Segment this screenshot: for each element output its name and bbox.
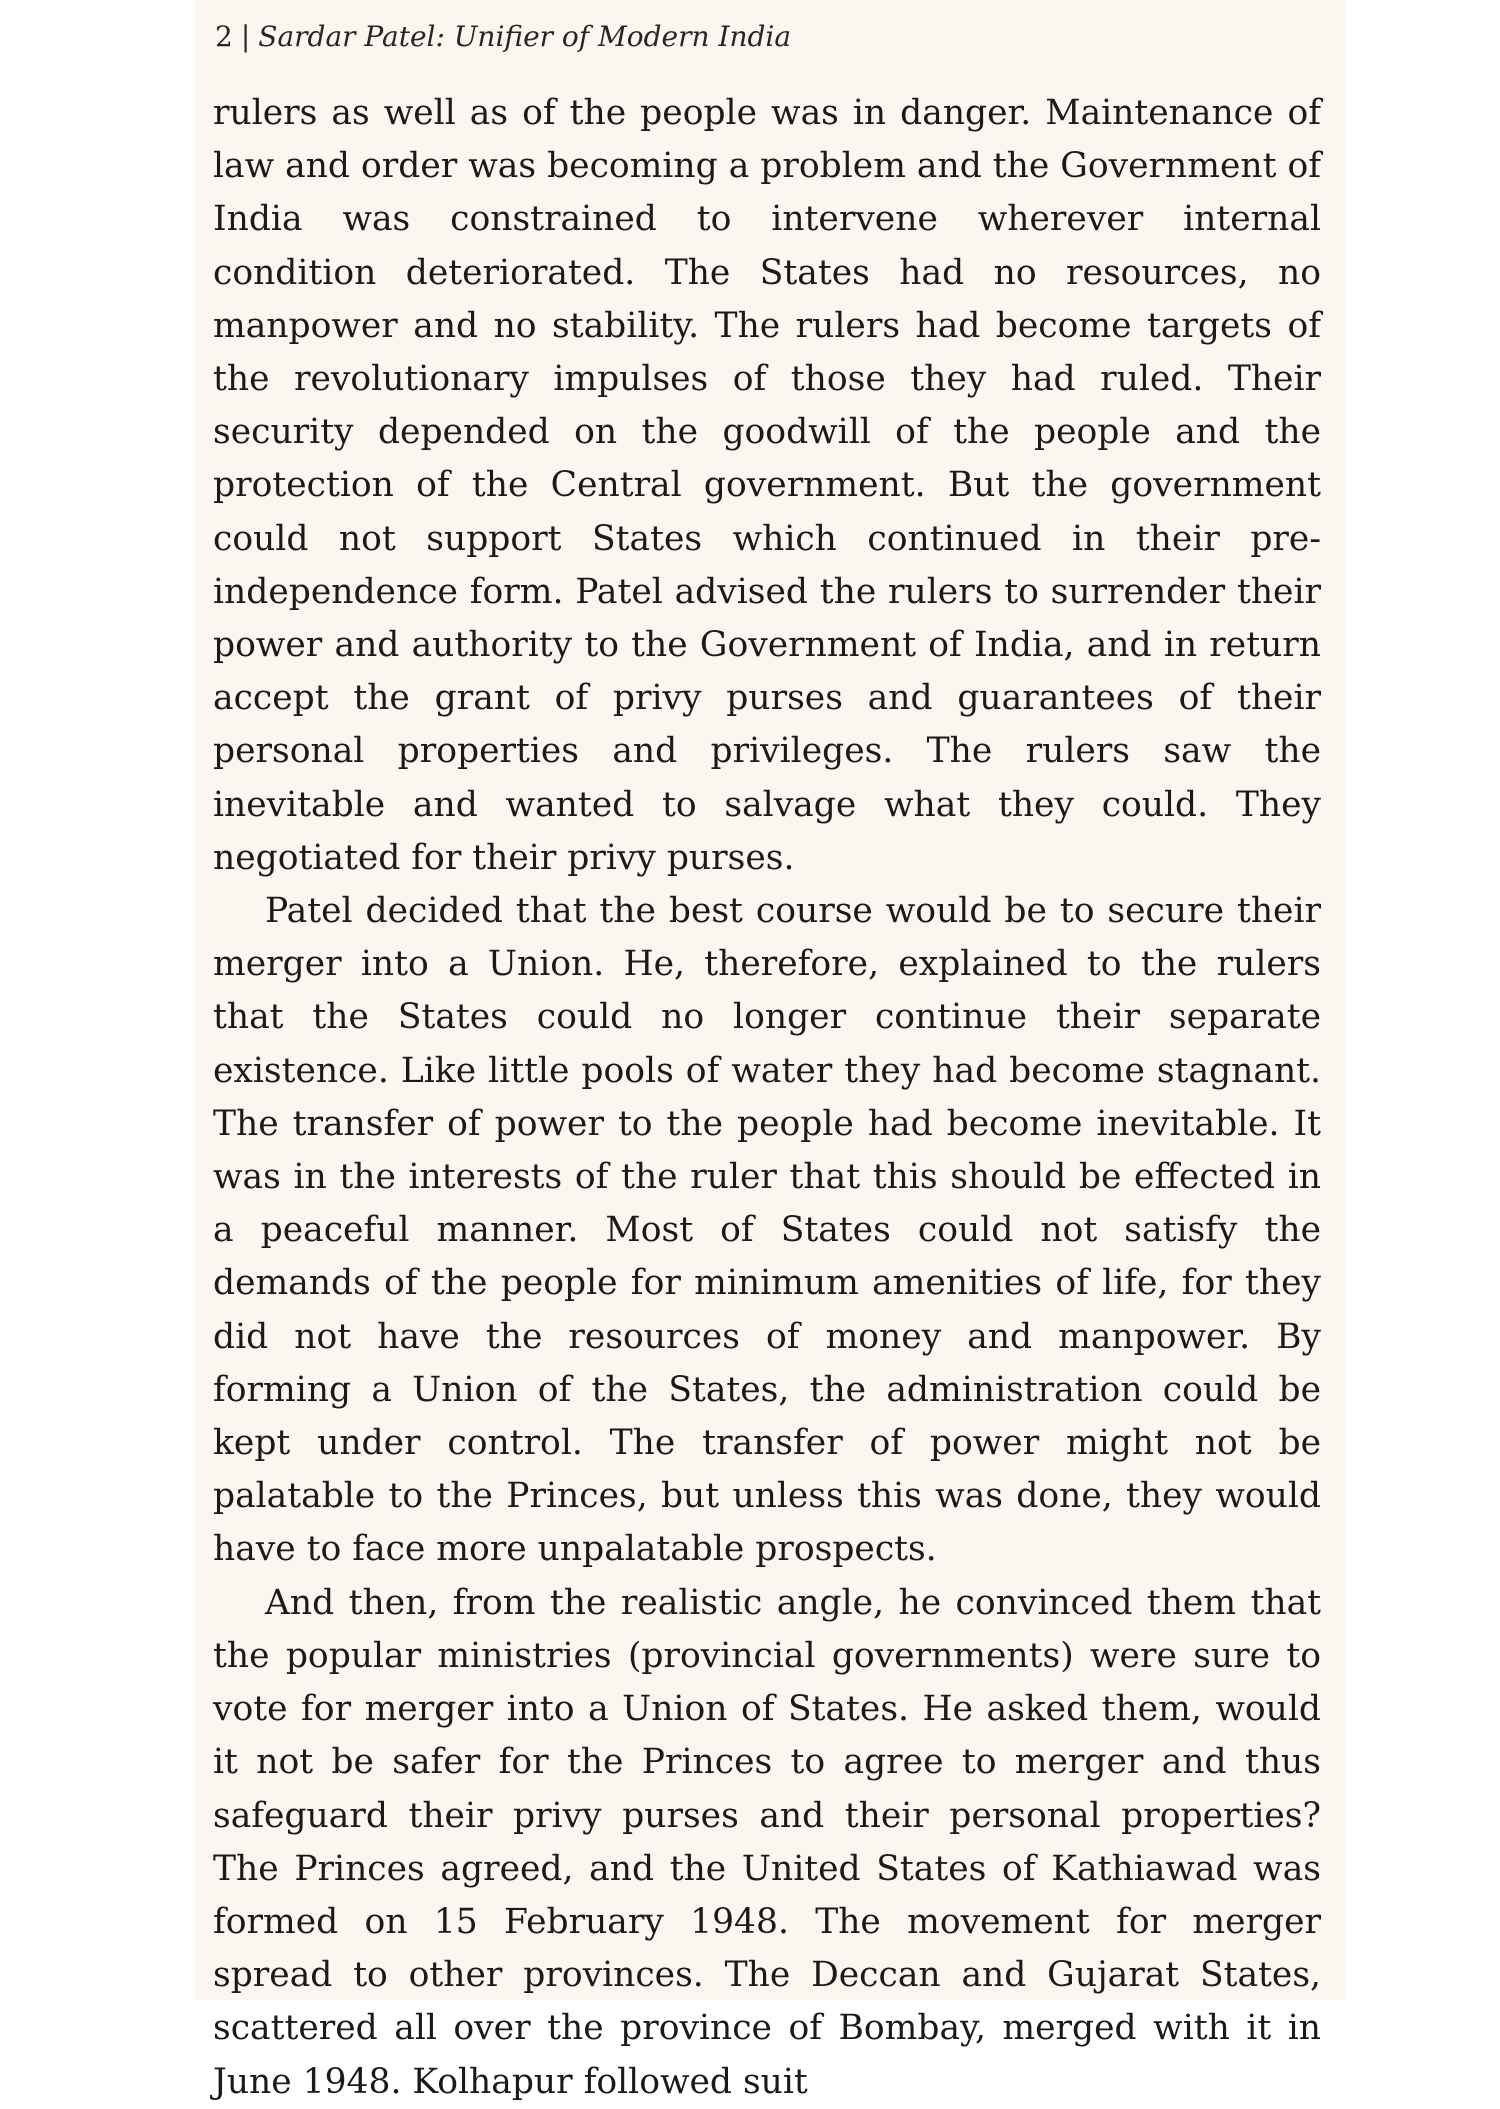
paragraph-continued: rulers as well as of the people was in danger. Maintenance of law and order was becoming a problem and the Government of India was constrained to intervene wherever internal condition deteriorated. The States had no resources, no manpower and no stability. The rulers had become targets of the revolutionary impulses of those they had ruled. Their security depended on the goodwill of the people and the protection of the Central government. But the government could not support States which continued in their pre-independence form. Patel advised the rulers to surrender their power and authority to the Government of India, and in return accept the grant of privy purses and guarantees of their personal properties and privileges. The rulers saw the inevitable and wanted to salvage what they could. They negotiated for their privy purses. [213,93,1321,878]
running-head [215,20,791,53]
book-title: Sardar Patel: Unifier of Modern India [258,20,792,53]
paragraph: And then, from the realistic angle, he convinced them that the popular ministries (provincial governments) were sure to vote for merger into a Union of States. He asked them, would it not be safer for the Princes to agree to merger and thus safeguard their privy purses and their personal properties? The Princes agreed, and the United States of Kathiawad was formed on 15 February 1948. The movement for merger spread to other provinces. The Deccan and Gujarat States, scattered all over the province of Bombay, merged with it in June 1948. Kolhapur followed suit [213,1582,1321,2102]
page-number: 2 [215,20,233,53]
paragraph: Patel decided that the best course would be to secure their merger into a Union. He, therefore, explained to the rulers that the States could no longer continue their separate existence. Like little pools of water they had become stagnant. The transfer of power to the people had become inevitable. It was in the interests of the ruler that this should be effected in a peaceful manner. Most of States could not satisfy the demands of the people for minimum amenities of life, for they did not have the resources of money and manpower. By forming a Union of the States, the administration could be kept under control. The transfer of power might not be palatable to the Princes, but unless this was done, they would have to face more unpalatable prospects. [213,891,1321,1570]
running-head-separator: | [240,20,251,53]
body-text [213,87,1321,2109]
book-page [195,0,1345,2102]
